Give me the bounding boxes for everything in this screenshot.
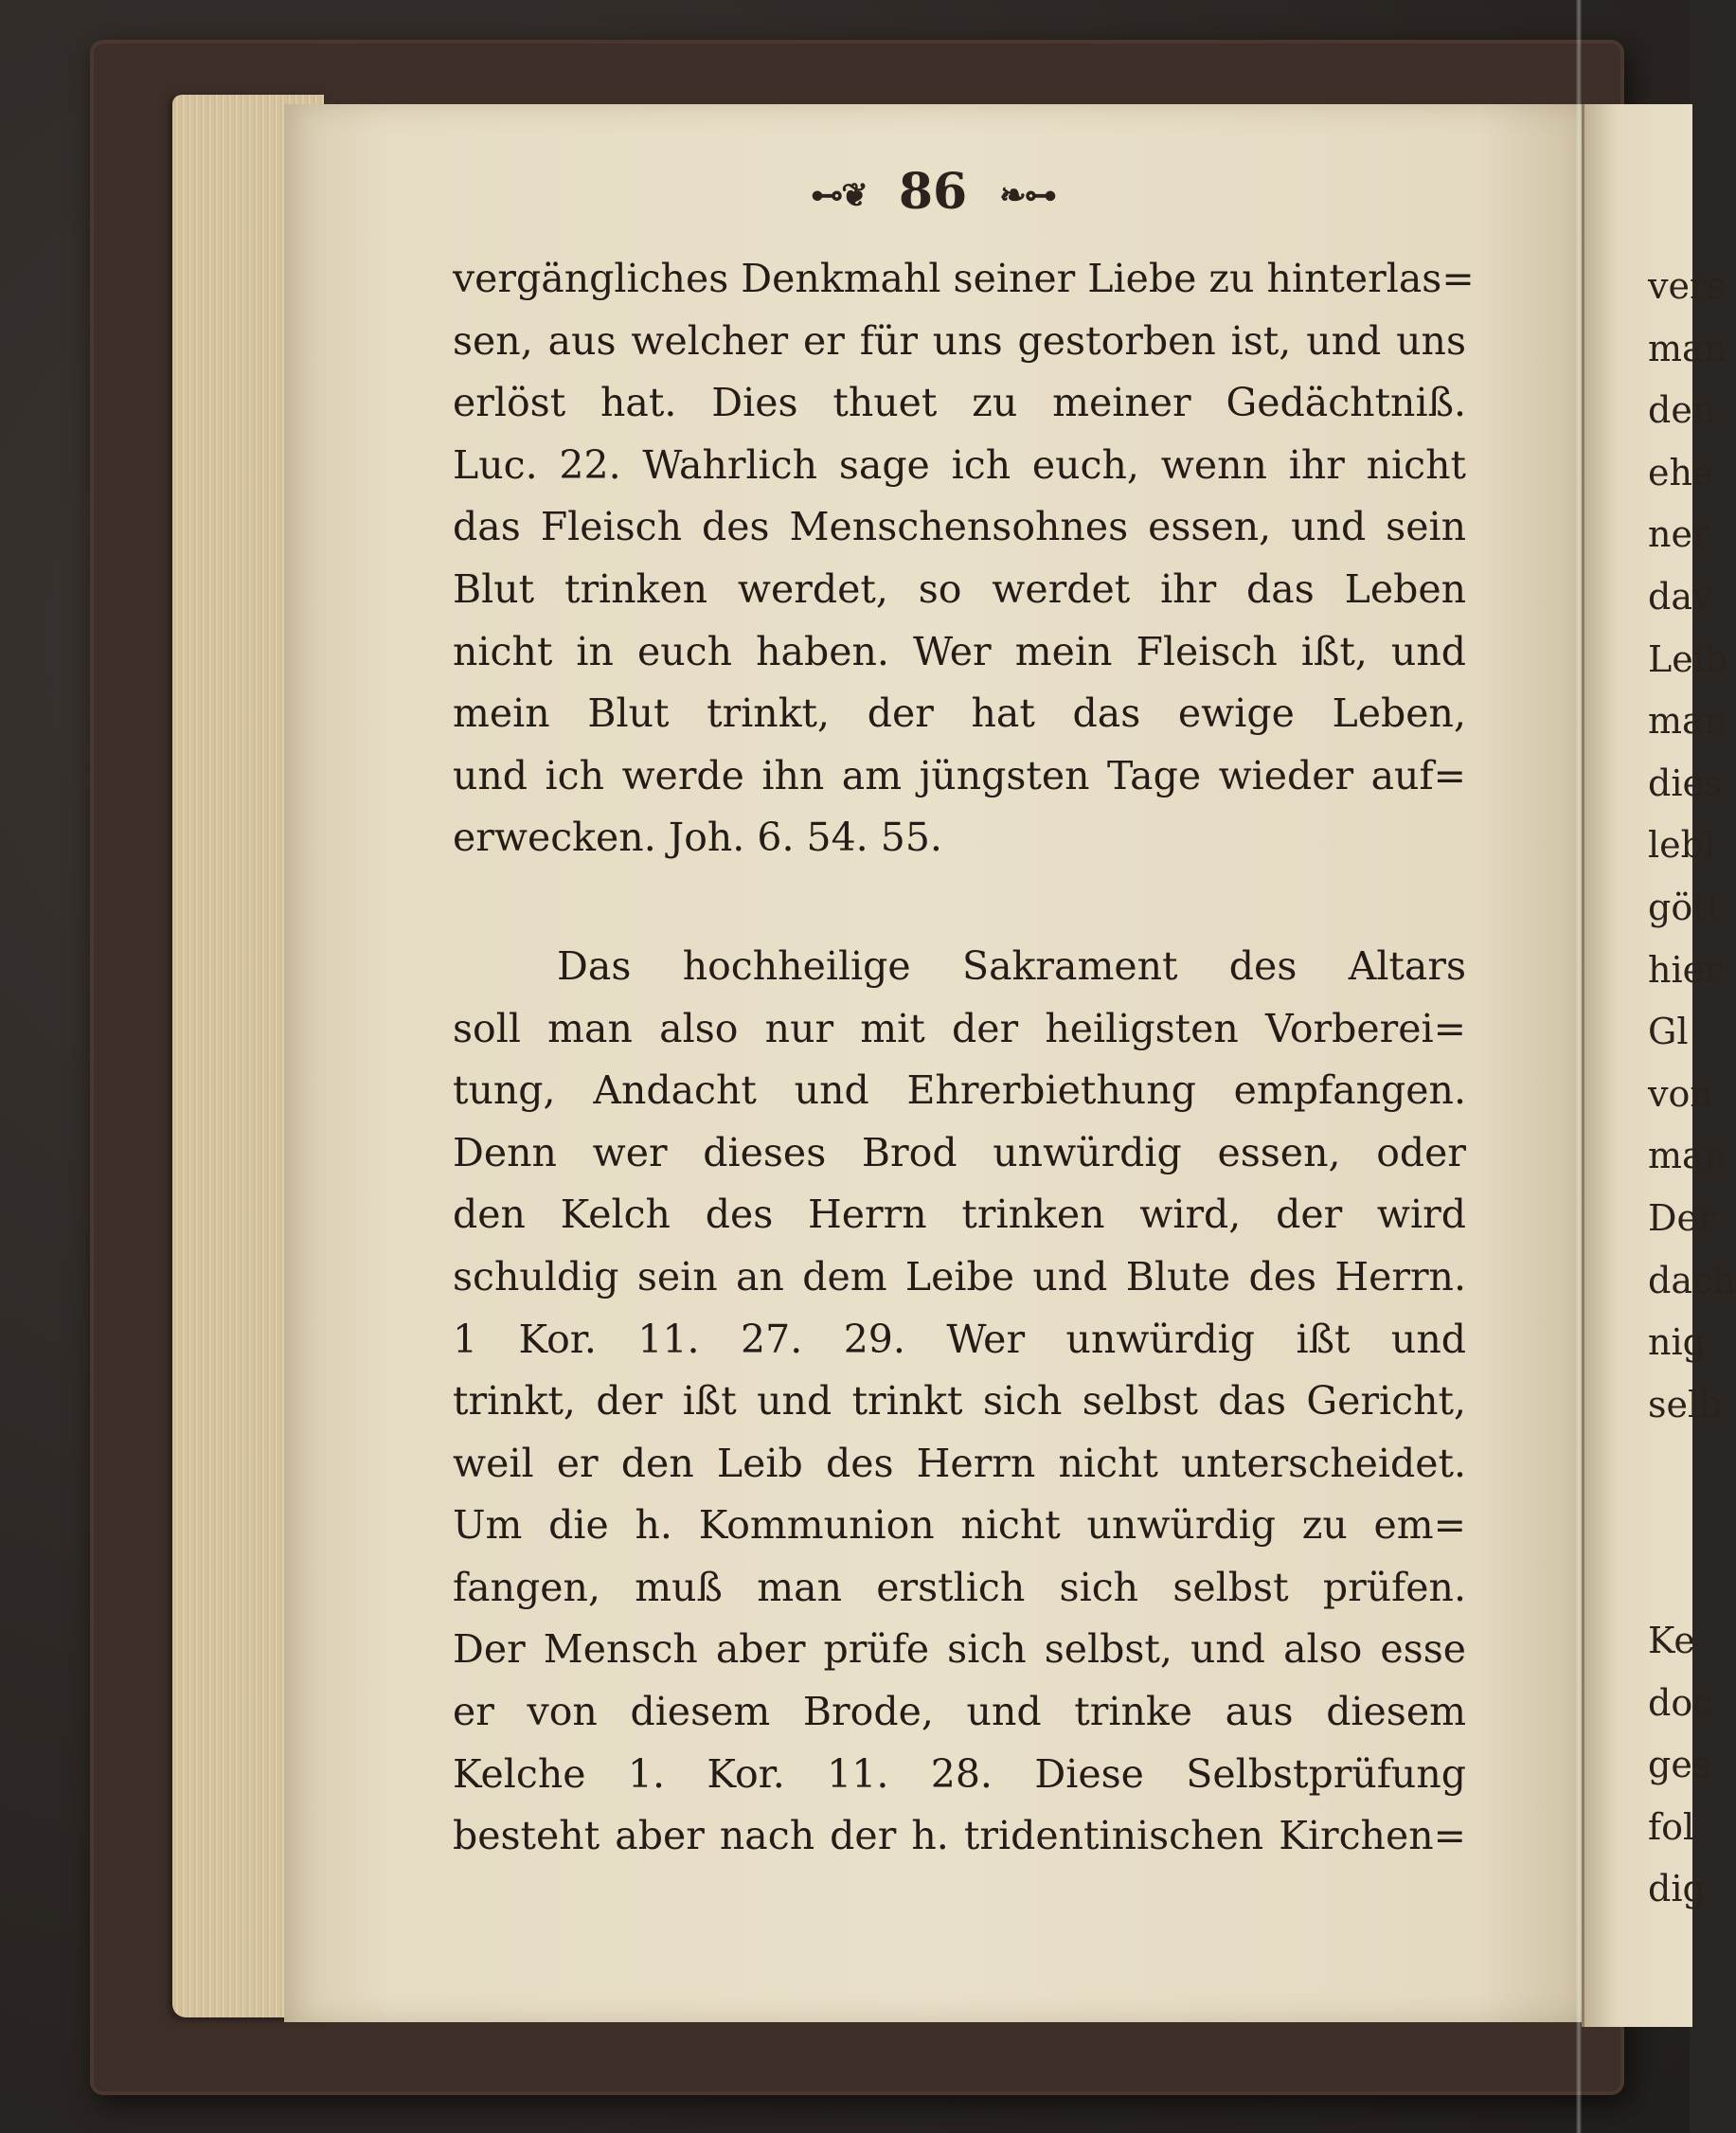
text-fragment: lebl (1648, 824, 1716, 867)
text-fragment: dach (1648, 1259, 1736, 1301)
text-line: den Kelch des Herrn trinken wird, der wird (453, 1192, 1466, 1238)
text-line: Kelche 1. Kor. 11. 28. Diese Selbstprüfung (453, 1750, 1466, 1797)
text-line: Das hochheilige Sakrament des Altars (557, 942, 1466, 989)
text-fragment: Der (1648, 1196, 1716, 1239)
text-fragment: den (1648, 389, 1716, 432)
text-line: erwecken. Joh. 6. 54. 55. (453, 815, 942, 861)
text-line: mein Blut trinkt, der hat das ewige Leben, (453, 690, 1466, 737)
text-fragment: von (1648, 1072, 1713, 1115)
text-fragment: doc (1648, 1681, 1713, 1724)
text-fragment: Leib (1648, 637, 1728, 680)
text-line: und ich werde ihn am jüngsten Tage wieder auf= (453, 752, 1466, 798)
text-fragment: hier (1648, 948, 1722, 991)
text-line: soll man also nur mit der heiligsten Vorberei= (453, 1005, 1466, 1051)
text-line: schuldig sein an dem Leibe und Blute des Herrn. (453, 1253, 1466, 1300)
page-header (284, 163, 1582, 221)
facing-page-text-lower (1648, 1610, 1713, 1921)
text-fragment: man (1648, 327, 1727, 369)
text-line: vergängliches Denkmahl seiner Liebe zu hinterlas= (453, 256, 1475, 301)
text-line: er von diesem Brode, und trinke aus diesem (453, 1689, 1466, 1735)
text-fragment: Gl (1648, 1011, 1689, 1053)
text-line: erlöst hat. Dies thuet zu meiner Gedächtniß. (453, 380, 1466, 426)
paragraph-1 (453, 248, 1475, 869)
text-line: trinkt, der ißt und trinkt sich selbst das Gericht, (453, 1378, 1466, 1425)
text-fragment: ner (1648, 513, 1710, 556)
text-fragment: dav (1648, 575, 1713, 618)
text-line: Denn wer dieses Brod unwürdig essen, oder (453, 1129, 1466, 1175)
page-number: 86 (898, 163, 968, 221)
text-line: Blut trinken werdet, so werdet ihr das Leben (453, 565, 1466, 612)
text-line: sen, aus welcher er für uns gestorben ist, und uns (453, 317, 1466, 364)
ornament-left-icon: ⊷❦ (811, 176, 867, 215)
text-fragment: fol (1648, 1805, 1695, 1848)
facing-page-text-upper (1648, 256, 1736, 1436)
text-fragment: gött (1648, 886, 1722, 928)
text-line: Luc. 22. Wahrlich sage ich euch, wenn ihr nicht (453, 441, 1466, 488)
text-line: besteht aber nach der h. tridentinischen Kirchen= (453, 1813, 1466, 1859)
paragraph-2 (453, 936, 1466, 1868)
text-fragment: man (1648, 1135, 1727, 1177)
text-line: weil er den Leib des Herrn nicht unterscheidet. (453, 1440, 1466, 1486)
text-line: tung, Andacht und Ehrerbiethung empfangen. (453, 1067, 1466, 1114)
text-fragment: vers (1648, 265, 1726, 307)
glass-reflection (1576, 0, 1582, 2133)
text-fragment: Ke (1648, 1620, 1695, 1661)
text-line: 1 Kor. 11. 27. 29. Wer unwürdig ißt und (453, 1316, 1466, 1362)
text-line: das Fleisch des Menschensohnes essen, und sein (453, 504, 1466, 550)
text-fragment: dies (1648, 762, 1723, 804)
paragraph-gap (453, 869, 1466, 936)
text-fragment: dig (1648, 1868, 1706, 1910)
text-fragment: ehe (1648, 451, 1714, 493)
text-fragment: ges (1648, 1744, 1711, 1786)
text-line: nicht in euch haben. Wer mein Fleisch ißt, und (453, 628, 1466, 674)
text-line: Um die h. Kommunion nicht unwürdig zu em= (453, 1502, 1466, 1549)
text-fragment: nig (1648, 1321, 1706, 1364)
body-text (453, 248, 1475, 1868)
text-line: fangen, muß man erstlich sich selbst prüfen. (453, 1564, 1466, 1610)
text-fragment: selb (1648, 1383, 1723, 1425)
text-line: Der Mensch aber prüfe sich selbst, und also esse (453, 1626, 1466, 1673)
text-fragment: man (1648, 700, 1727, 743)
ornament-right-icon: ❧⊶ (999, 176, 1055, 215)
